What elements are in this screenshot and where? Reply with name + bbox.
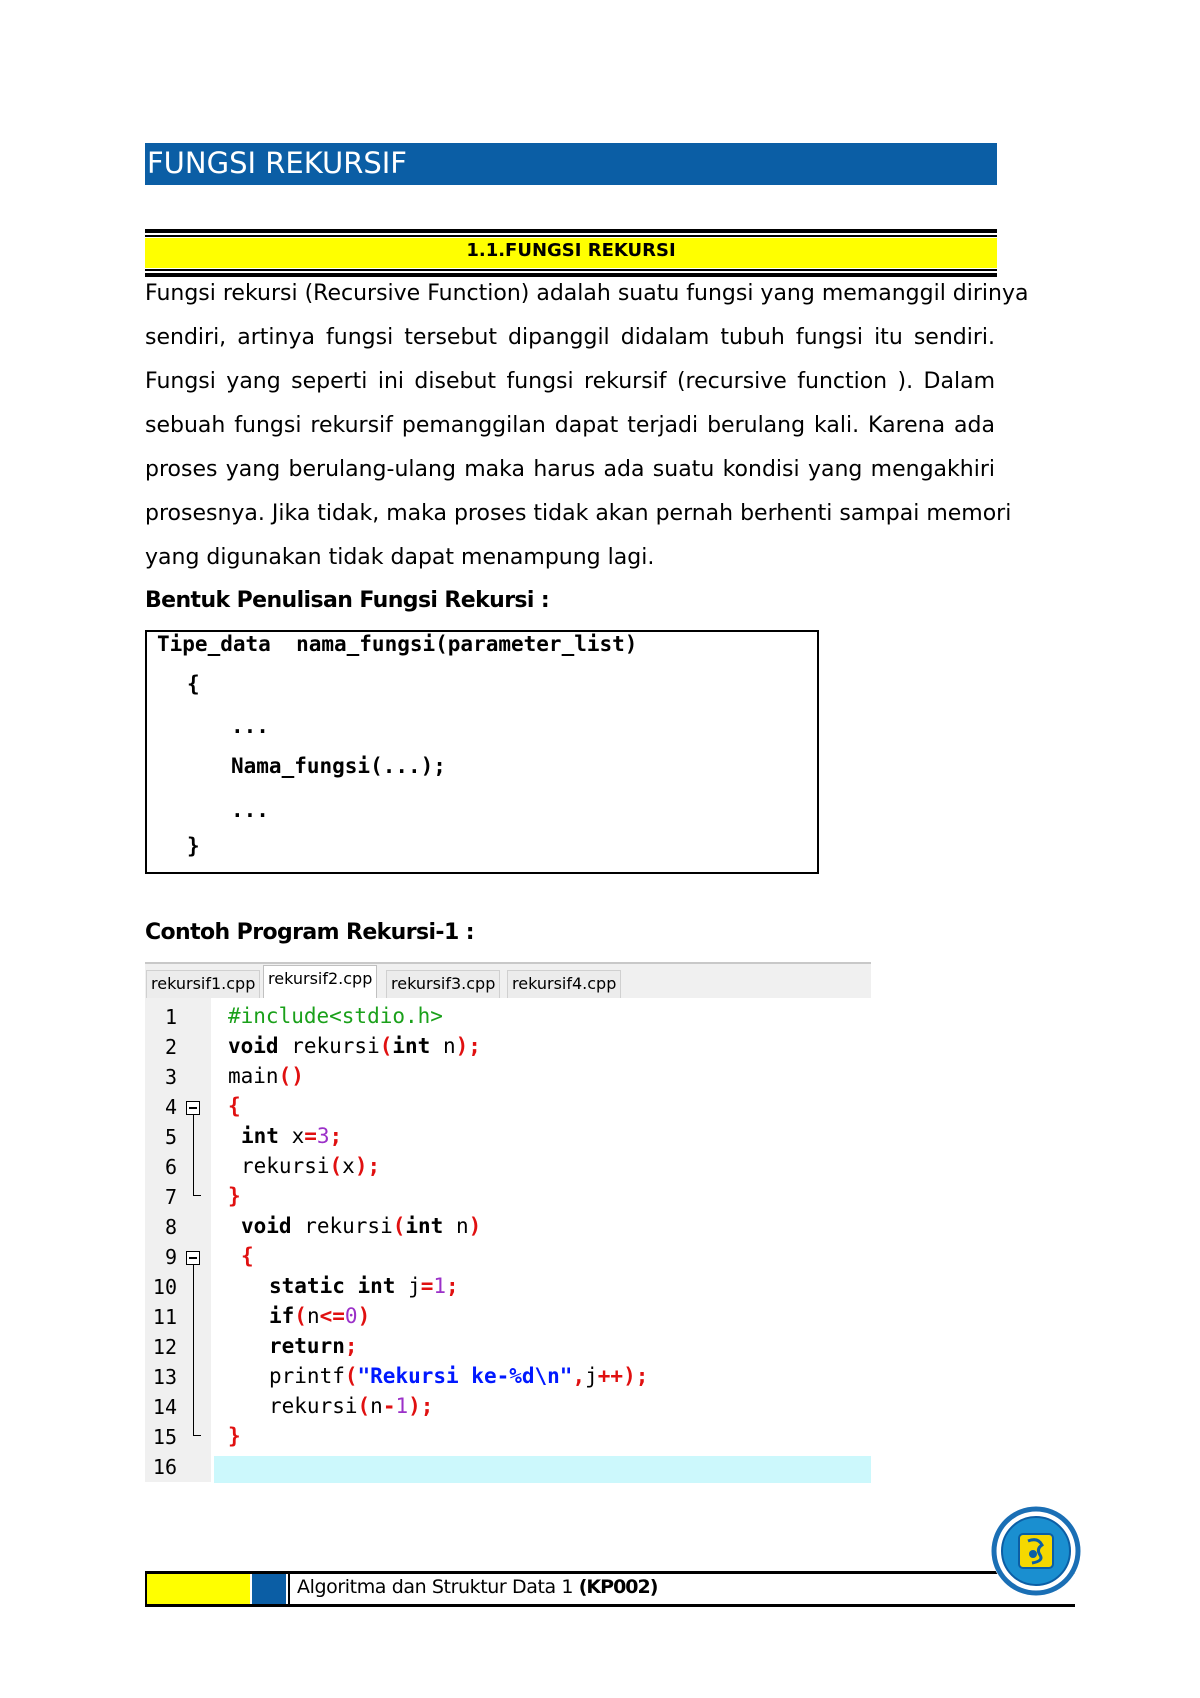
footer-blue-block: [252, 1574, 286, 1604]
paragraph-line: yang digunakan tidak dapat menampung lagi.: [145, 545, 655, 570]
tab-rekursif4[interactable]: rekursif4.cpp: [507, 970, 621, 998]
section-rule-top-thin: [145, 235, 997, 237]
code-line: {: [228, 1094, 241, 1118]
paragraph-line: Fungsi yang seperti ini disebut fungsi rekursif (recursive function ). Dalam: [145, 369, 995, 394]
code-line: return;: [269, 1334, 358, 1358]
line-number: 2: [164, 1035, 177, 1059]
fold-toggle-icon[interactable]: [186, 1101, 200, 1115]
line-number: 4: [164, 1095, 177, 1119]
code-line: }: [228, 1184, 241, 1208]
code-line: void rekursi(int n);: [228, 1034, 481, 1058]
section-rule-bottom-thin: [145, 269, 997, 271]
code-line: rekursi(x);: [241, 1154, 381, 1178]
code-line: rekursi(n-1);: [269, 1394, 434, 1418]
section-rule-bottom-thick: [145, 273, 997, 277]
line-number: 10: [152, 1275, 177, 1299]
syntax-line: ...: [231, 798, 269, 822]
fold-guide-end: [193, 1435, 201, 1436]
code-line: {: [241, 1244, 254, 1268]
syntax-line: Tipe_data nama_fungsi(parameter_list): [157, 632, 638, 656]
tab-rekursif3[interactable]: rekursif3.cpp: [386, 970, 500, 998]
code-line: void rekursi(int n): [241, 1214, 482, 1238]
example-heading: Contoh Program Rekursi-1 :: [145, 920, 474, 945]
paragraph-line: proses yang berulang-ulang maka harus ada suatu kondisi yang mengakhiri: [145, 457, 995, 482]
paragraph-line: prosesnya. Jika tidak, maka proses tidak akan pernah berhenti sampai memori: [145, 501, 1012, 526]
tab-rekursif2[interactable]: rekursif2.cpp: [263, 965, 377, 998]
chapter-title: FUNGSI REKURSIF: [147, 146, 407, 180]
code-line: int x=3;: [241, 1124, 343, 1148]
code-line: main(): [228, 1064, 304, 1088]
fold-guide: [193, 1265, 194, 1435]
section-rule-top-thick: [145, 229, 997, 233]
line-number: 8: [164, 1215, 177, 1239]
footer-yellow-block: [147, 1574, 250, 1604]
line-number: 15: [152, 1425, 177, 1449]
line-number: 7: [164, 1185, 177, 1209]
footer-course-code: (KP002): [578, 1576, 658, 1598]
line-number: 5: [164, 1125, 177, 1149]
line-number: 6: [164, 1155, 177, 1179]
paragraph-line: sendiri, artinya fungsi tersebut dipanggil didalam tubuh fungsi itu sendiri.: [145, 325, 995, 350]
code-line: printf("Rekursi ke-%d\n",j++);: [269, 1364, 649, 1388]
section-title: 1.1.FUNGSI REKURSI: [466, 240, 676, 261]
code-line: #include<stdio.h>: [228, 1004, 443, 1028]
fold-guide: [193, 1115, 194, 1195]
fold-toggle-icon[interactable]: [186, 1251, 200, 1265]
syntax-heading: Bentuk Penulisan Fungsi Rekursi :: [145, 588, 550, 613]
syntax-line: Nama_fungsi(...);: [231, 754, 446, 778]
syntax-box: [145, 630, 819, 874]
footer-separator: [288, 1574, 290, 1604]
fold-guide-end: [193, 1195, 201, 1196]
line-number: 1: [164, 1005, 177, 1029]
paragraph-line: sebuah fungsi rekursif pemanggilan dapat terjadi berulang kali. Karena ada: [145, 413, 995, 438]
footer-rule-bottom: [145, 1604, 1075, 1607]
current-line-highlight: [214, 1456, 871, 1483]
line-number: 14: [152, 1395, 177, 1419]
footer-course-text: Algoritma dan Struktur Data 1 (KP002): [297, 1576, 658, 1598]
syntax-line: ...: [231, 714, 269, 738]
university-logo-icon: [990, 1505, 1082, 1597]
syntax-line: }: [187, 834, 200, 858]
code-line: }: [228, 1424, 241, 1448]
tab-rekursif1[interactable]: rekursif1.cpp: [146, 970, 260, 998]
code-line: static int j=1;: [269, 1274, 459, 1298]
line-number: 13: [152, 1365, 177, 1389]
line-number: 12: [152, 1335, 177, 1359]
code-line: if(n<=0): [269, 1304, 371, 1328]
syntax-line: {: [187, 672, 200, 696]
line-number: 9: [164, 1245, 177, 1269]
line-number: 11: [152, 1305, 177, 1329]
line-number: 16: [152, 1455, 177, 1479]
line-number: 3: [164, 1065, 177, 1089]
paragraph-line: Fungsi rekursi (Recursive Function) adalah suatu fungsi yang memanggil dirinya: [145, 281, 1029, 306]
